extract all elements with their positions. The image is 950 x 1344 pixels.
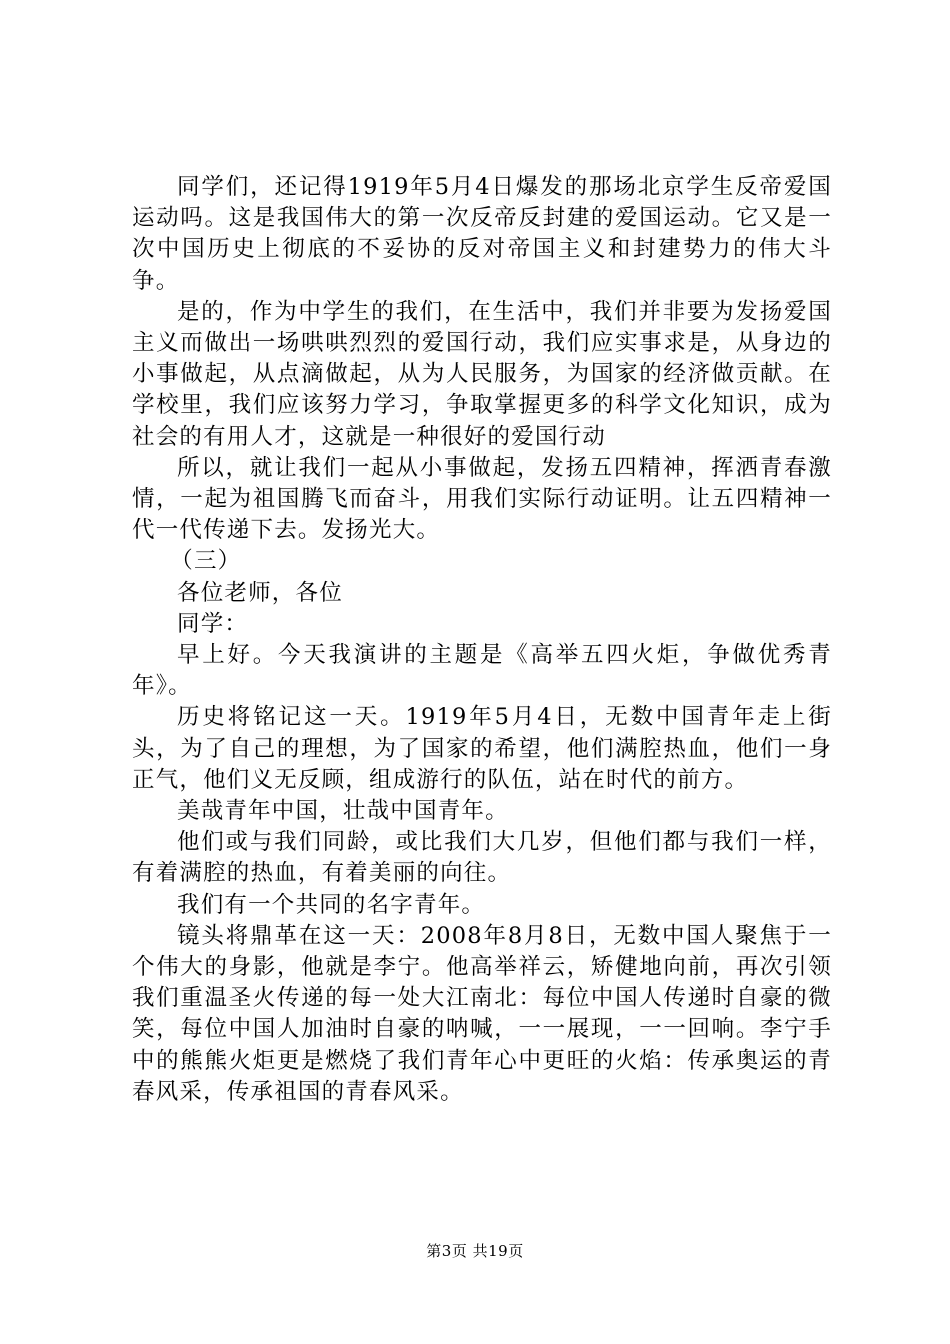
paragraph: 镜头将鼎革在这一天：2008年8月8日，无数中国人聚焦于一个伟大的身影，他就是李宁。他高举祥云，矫健地向前，再次引领我们重温圣火传递的每一处大江南北：每位中国人传递时自豪的微笑，每位中国人加油时自豪的呐喊，一一展现，一一回响。李宁手中的熊熊火炬更是燃烧了我们青年心中更旺的火焰：传承奥运的青春风采，传承祖国的青春风采。 <box>132 922 832 1105</box>
section-heading: （三） <box>170 548 242 575</box>
paragraph: 早上好。今天我演讲的主题是《高举五四火炬，争做优秀青年》。 <box>132 642 832 700</box>
paragraph: 同学： <box>177 610 249 637</box>
paragraph: 所以，就让我们一起从小事做起，发扬五四精神，挥洒青春激情，一起为祖国腾飞而奋斗，用我们实际行动证明。让五四精神一代一代传递下去。发扬光大。 <box>132 454 832 544</box>
paragraph: 各位老师，各位 <box>177 579 343 606</box>
page-number-footer: 第3页 共19页 <box>426 1242 524 1260</box>
paragraph: 他们或与我们同龄，或比我们大几岁，但他们都与我们一样，有着满腔的热血，有着美丽的向往。 <box>132 829 832 887</box>
paragraph: 美哉青年中国，壮哉中国青年。 <box>177 798 509 825</box>
paragraph: 是的，作为中学生的我们，在生活中，我们并非要为发扬爱国主义而做出一场哄哄烈烈的爱国行动，我们应实事求是，从身边的小事做起，从点滴做起，从为人民服务，为国家的经济做贡献。在学校里，我们应该努力学习，争取掌握更多的科学文化知识，成为社会的有用人才，这就是一种很好的爱国行动 <box>132 298 832 450</box>
body-text <box>132 172 832 1108</box>
paragraph: 历史将铭记这一天。1919年5月4日，无数中国青年走上街头，为了自己的理想，为了国家的希望，他们满腔热血，他们一身正气，他们义无反顾，组成游行的队伍，站在时代的前方。 <box>132 704 832 793</box>
paragraph: 我们有一个共同的名字青年。 <box>177 891 486 918</box>
paragraph: 同学们，还记得1919年5月4日爆发的那场北京学生反帝爱国运动吗。这是我国伟大的第一次反帝反封建的爱国运动。它又是一次中国历史上彻底的不妥协的反对帝国主义和封建势力的伟大斗争。 <box>132 174 832 294</box>
